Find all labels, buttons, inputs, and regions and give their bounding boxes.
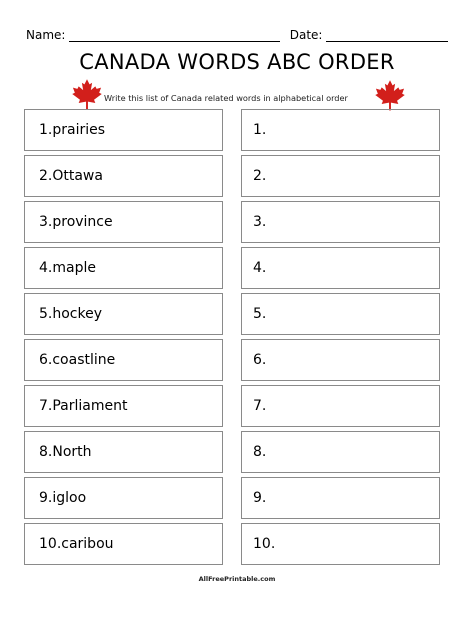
name-field-line[interactable] [69, 30, 279, 42]
answer-number: 3. [253, 214, 267, 230]
word-box [24, 477, 223, 519]
date-field-line[interactable] [326, 30, 448, 42]
word-text: 1.prairies [39, 122, 106, 138]
word-box [24, 523, 223, 565]
answer-number: 5. [253, 306, 267, 322]
word-box [24, 293, 223, 335]
word-box [24, 109, 223, 151]
word-box [24, 431, 223, 473]
answer-box[interactable] [241, 247, 440, 289]
word-text: 8.North [39, 444, 92, 460]
answer-box[interactable] [241, 293, 440, 335]
header-fields [26, 26, 448, 42]
answer-number: 1. [253, 122, 267, 138]
word-box [24, 155, 223, 197]
answer-number: 8. [253, 444, 267, 460]
word-text: 10.caribou [39, 536, 114, 552]
word-box [24, 385, 223, 427]
word-box [24, 201, 223, 243]
word-text: 3.province [39, 214, 113, 230]
answer-box[interactable] [241, 339, 440, 381]
word-box [24, 339, 223, 381]
word-box [24, 247, 223, 289]
answer-box[interactable] [241, 477, 440, 519]
answer-box[interactable] [241, 523, 440, 565]
answer-number: 10. [253, 536, 276, 552]
answer-box[interactable] [241, 431, 440, 473]
word-text: 5.hockey [39, 306, 102, 322]
answer-number: 4. [253, 260, 267, 276]
maple-leaf-icon [70, 78, 104, 110]
answer-box[interactable] [241, 385, 440, 427]
answer-box[interactable] [241, 109, 440, 151]
name-label: Name: [26, 28, 66, 42]
date-label: Date: [289, 28, 323, 42]
word-text: 9.igloo [39, 490, 87, 506]
word-text: 7.Parliament [39, 398, 128, 414]
maple-leaf-icon [373, 79, 407, 111]
worksheet-title: CANADA WORDS ABC ORDER [79, 50, 395, 74]
word-text: 6.coastline [39, 352, 116, 368]
answer-number: 9. [253, 490, 267, 506]
word-text: 2.Ottawa [39, 168, 103, 184]
footer-credit: AllFreePrintable.com [198, 575, 276, 583]
word-text: 4.maple [39, 260, 96, 276]
instructions-text: Write this list of Canada related words in alphabetical order [104, 93, 348, 103]
answer-box[interactable] [241, 155, 440, 197]
answer-box[interactable] [241, 201, 440, 243]
answer-number: 2. [253, 168, 267, 184]
answer-number: 6. [253, 352, 267, 368]
answer-number: 7. [253, 398, 267, 414]
